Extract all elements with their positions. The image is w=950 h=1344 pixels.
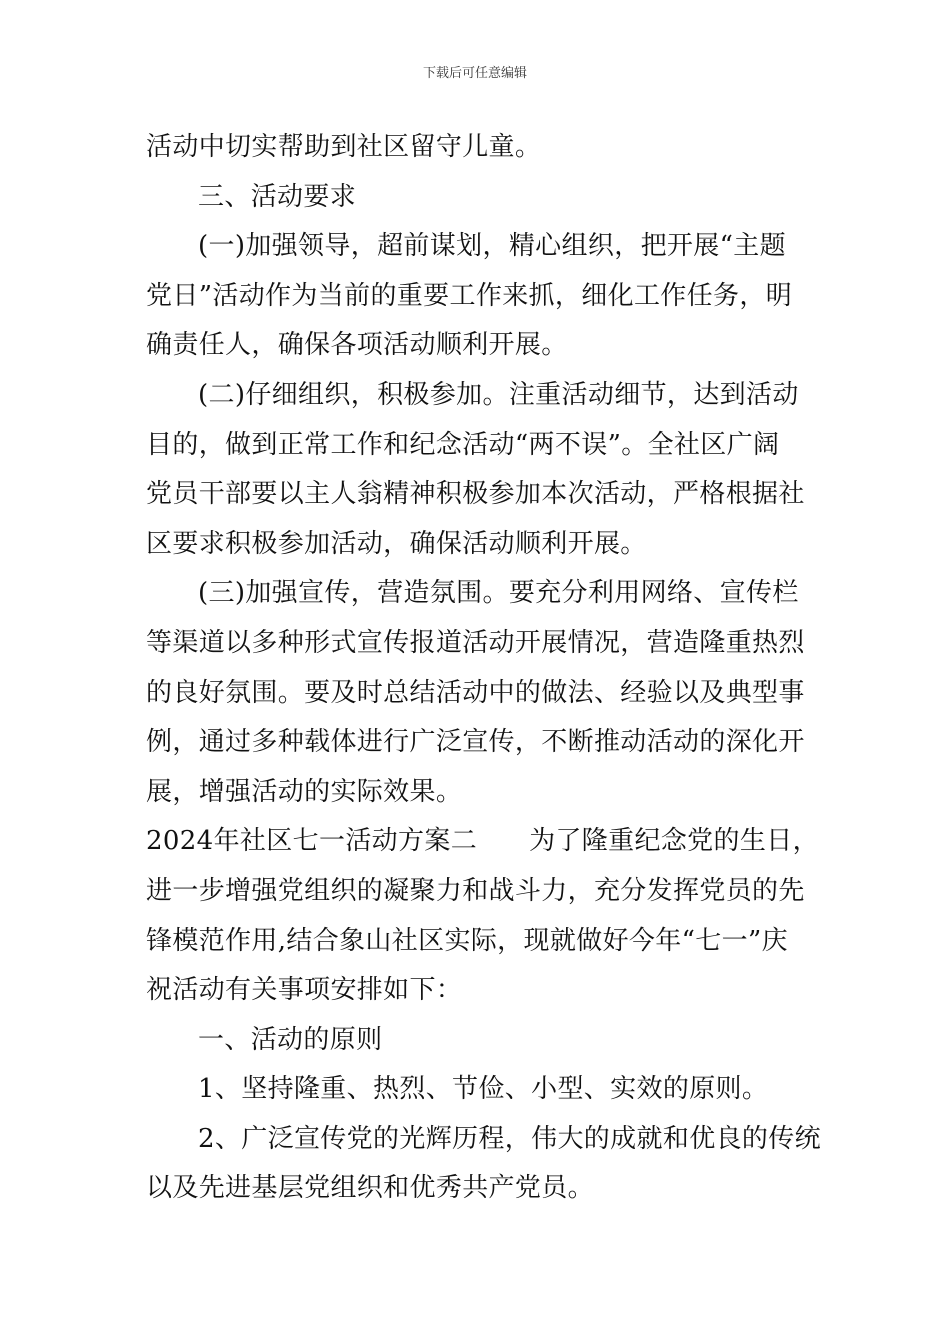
paragraph-line: 祝活动有关事项安排如下： — [146, 975, 463, 1006]
paragraph-line: 进一步增强党组织的凝聚力和战斗力，充分发挥党员的先 — [146, 875, 805, 906]
paragraph-line: 以及先进基层党组织和优秀共产党员。 — [146, 1173, 594, 1204]
paragraph-line: 展，增强活动的实际效果。 — [146, 776, 463, 807]
paragraph-line: (二)仔细组织，积极参加。注重活动细节，达到活动 — [198, 379, 799, 410]
paragraph-line: (一)加强领导，超前谋划，精心组织，把开展“主题 — [198, 231, 786, 262]
paragraph-line: 党日”活动作为当前的重要工作来抓，细化工作任务，明 — [146, 280, 793, 311]
paragraph-line: 目的，做到正常工作和纪念活动“两不误”。全社区广阔 — [146, 429, 780, 460]
paragraph-line: 党员干部要以主人翁精神积极参加本次活动，严格根据社 — [146, 479, 805, 510]
paragraph-line: 的良好氛围。要及时总结活动中的做法、经验以及典型事 — [146, 677, 805, 708]
paragraph-line: 1、坚持隆重、热烈、节俭、小型、实效的原则。 — [198, 1074, 769, 1105]
paragraph-line: 确责任人，确保各项活动顺利开展。 — [146, 330, 568, 361]
paragraph-line: 区要求积极参加活动，确保活动顺利开展。 — [146, 528, 647, 559]
paragraph-line: (三)加强宣传，营造氛围。要充分利用网络、宣传栏 — [198, 578, 799, 609]
paragraph-line: 锋模范作用,结合象山社区实际，现就做好今年“七一”庆 — [146, 925, 788, 956]
plan-title-line — [146, 817, 819, 867]
plan-title: 2024年社区七一活动方案二 — [146, 826, 478, 857]
paragraph-line: 等渠道以多种形式宣传报道活动开展情况，营造隆重热烈 — [146, 627, 805, 658]
paragraph-line: 活动中切实帮助到社区留守儿童。 — [146, 132, 542, 162]
plan-intro-start: 为了隆重纪念党的生日， — [529, 826, 819, 857]
document-body — [146, 123, 821, 1214]
paragraph-line: 例，通过多种载体进行广泛宣传，不断推动活动的深化开 — [146, 727, 805, 758]
section-heading-requirements: 三、活动要求 — [198, 181, 357, 212]
paragraph-line: 2、广泛宣传党的光辉历程，伟大的成就和优良的传统 — [198, 1123, 821, 1154]
page-header: 下载后可任意编辑 — [422, 66, 527, 81]
section-heading-principles: 一、活动的原则 — [198, 1024, 383, 1055]
